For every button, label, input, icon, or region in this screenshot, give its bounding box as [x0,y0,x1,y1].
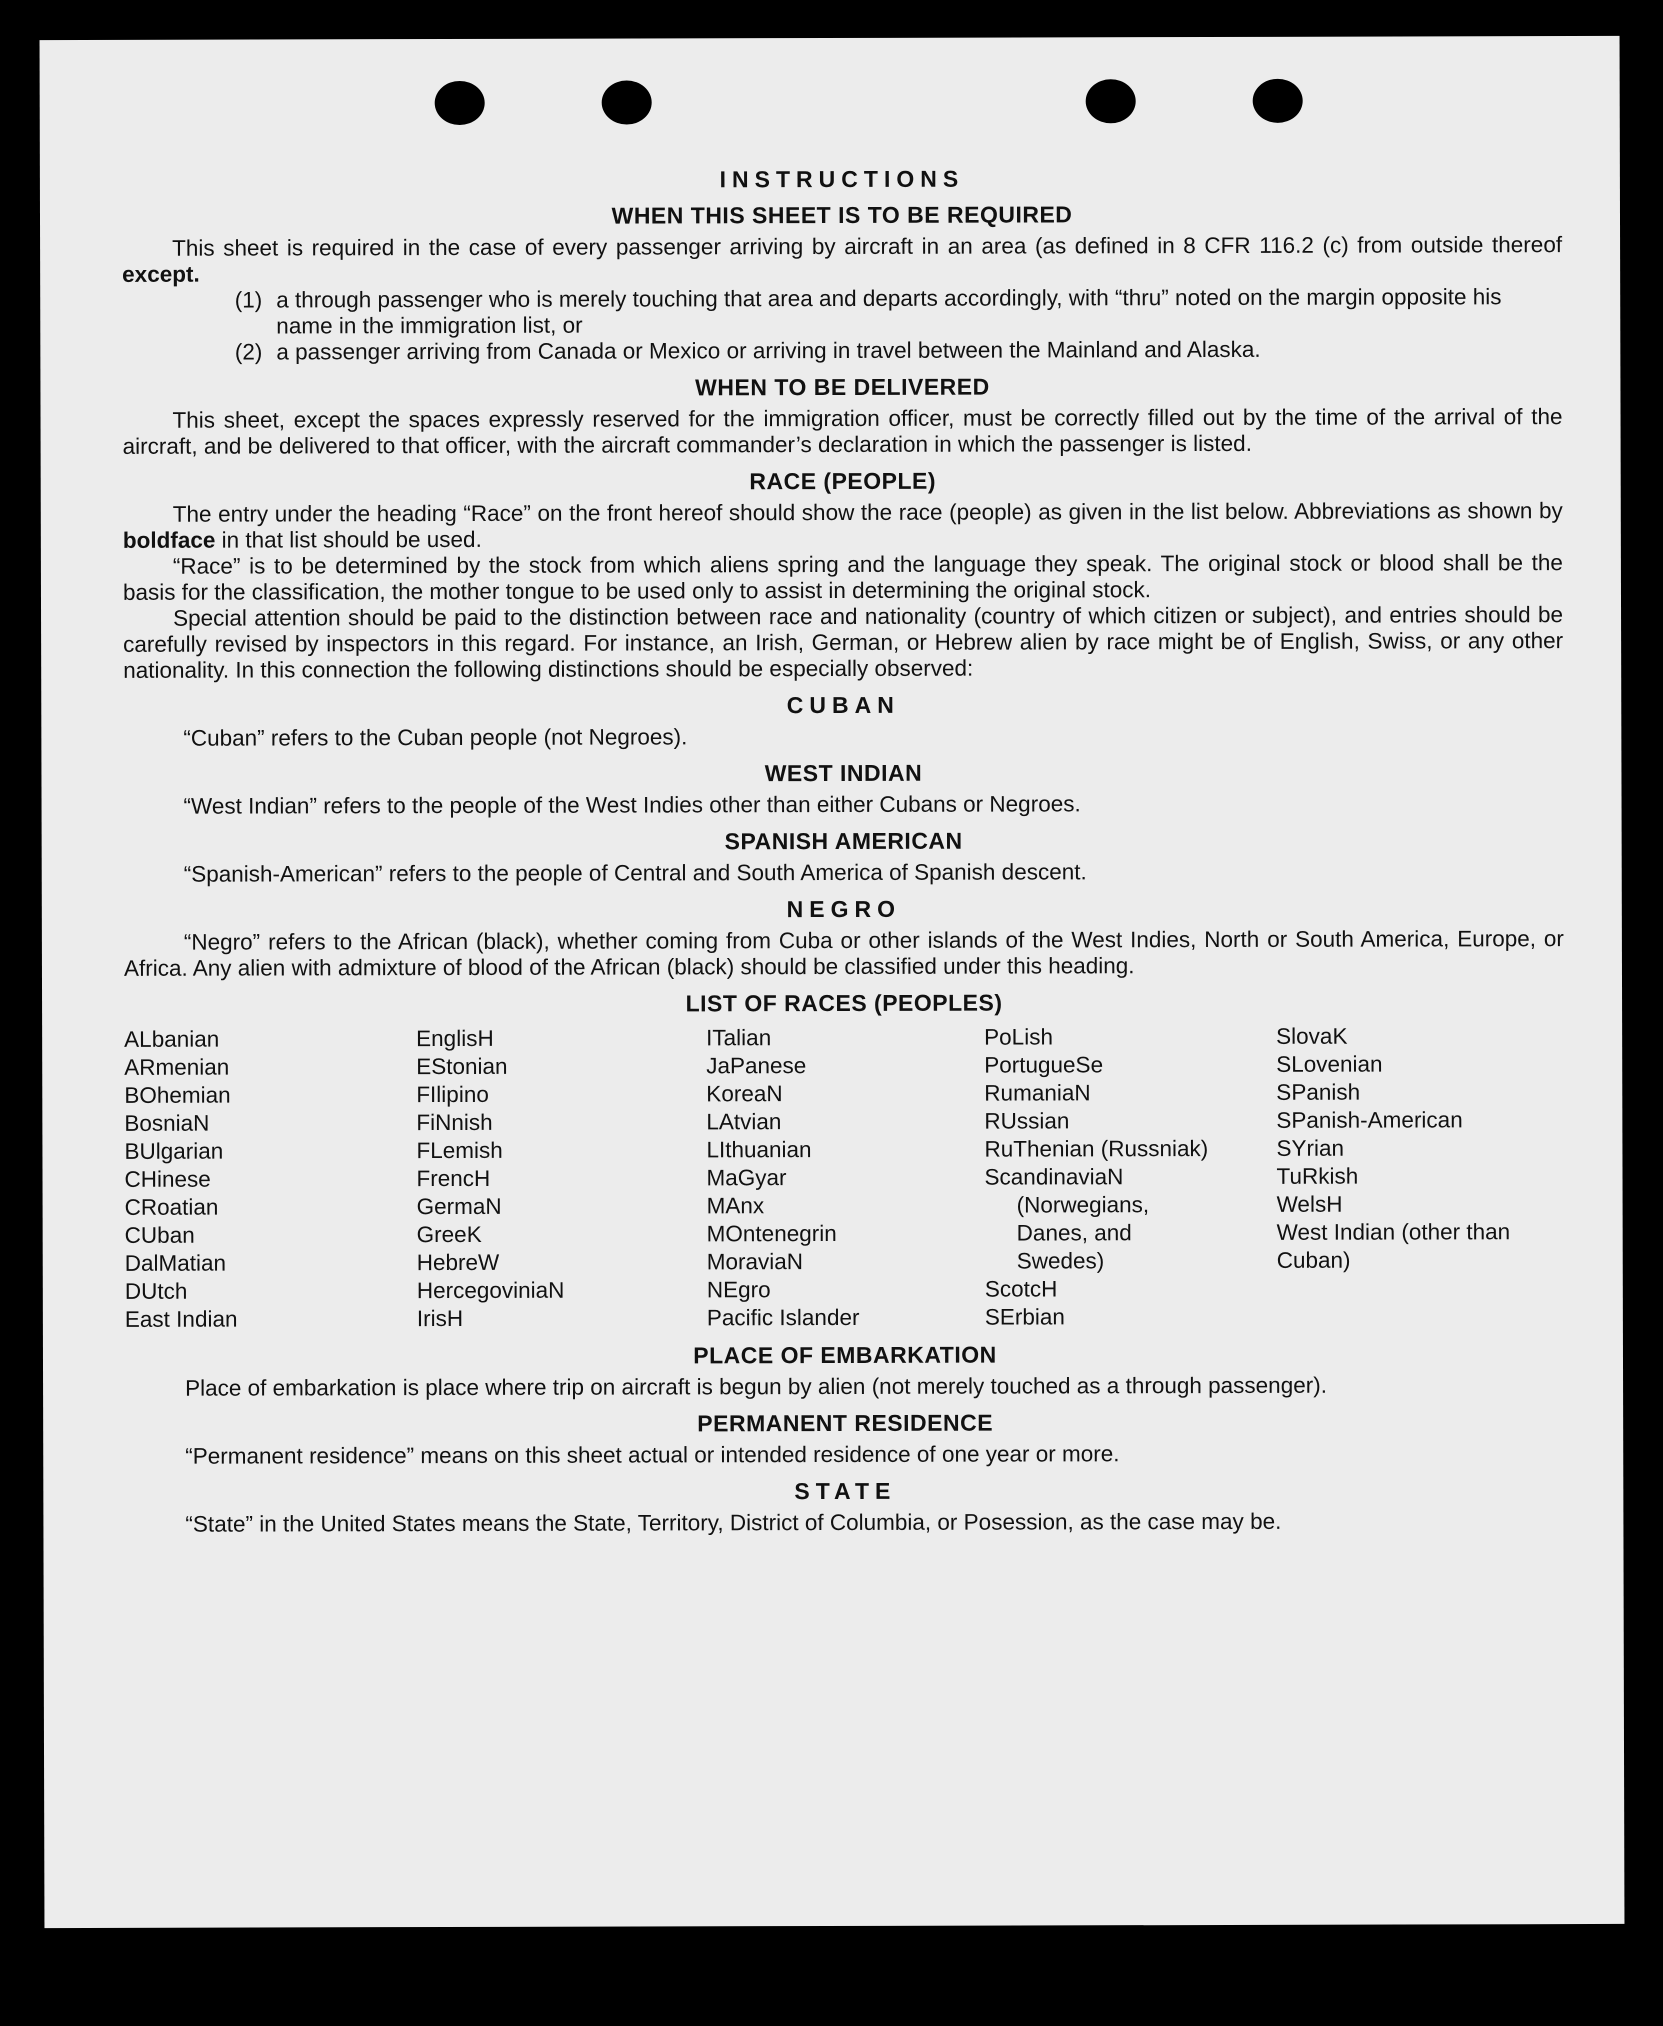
heading-negro: NEGRO [786,895,902,923]
item-number: (1) [234,287,263,313]
list-item: SPanish-American [1276,1107,1463,1133]
heading-residence: PERMANENT RESIDENCE [697,1409,994,1437]
list-item: CHinese [124,1166,211,1192]
list-item: ITalian [706,1025,772,1051]
required-except: except. [122,261,200,287]
races-list [124,1022,1565,1334]
heading-west-indian: WEST INDIAN [764,759,923,787]
races-column-3 [706,1024,985,1333]
list-item: BOhemian [124,1082,231,1108]
item-number: (2) [234,339,263,365]
list-item: FrencH [416,1165,491,1192]
item-text: a passenger arriving from Canada or Mexico or arriving in travel between the Mainland and Alaska. [276,336,1261,365]
list-item: ALbanian [124,1026,220,1052]
list-item: SErbian [984,1304,1065,1330]
list-item: Pacific Islander [706,1304,860,1331]
races-column-4 [984,1023,1277,1332]
race-p1-boldface: boldface [122,527,216,553]
list-item: ScandinaviaN [984,1164,1124,1190]
list-item: ARmenian [124,1054,230,1080]
list-item: JaPanese [706,1053,807,1079]
instructions-title: INSTRUCTIONS [719,165,965,193]
list-item: MoraviaN [706,1249,804,1275]
list-item: GreeK [416,1221,482,1248]
punch-hole [1086,79,1136,123]
race-p1-start: The entry under the heading “Race” on the front hereof should show the race (people) as given in the list below. Abbreviations as shown by [172,498,1563,527]
list-item: CRoatian [124,1194,219,1220]
heading-state: STATE [794,1477,897,1505]
list-item: East Indian [124,1306,238,1332]
list-item: EnglisH [416,1025,494,1052]
list-item: TuRkish [1276,1163,1359,1189]
punch-hole [1253,79,1303,123]
heading-embarkation: PLACE OF EMBARKATION [693,1341,997,1369]
cuban-text: “Cuban” refers to the Cuban people (not Negroes). [183,724,688,751]
list-item: SlovaK [1276,1023,1348,1049]
list-item: GermaN [416,1193,502,1220]
list-item: HercegoviniaN [416,1277,565,1304]
list-item: LAtvian [706,1109,782,1135]
races-column-1 [124,1025,417,1334]
list-item: DUtch [124,1278,188,1304]
document-sheet [40,36,1625,1928]
required-intro-text: This sheet is required in the case of every passenger arriving by aircraft in an area (as defined in 8 CFR 116.2 (c) from outside thereof [172,232,1563,261]
delivered-text: This sheet, except the spaces expressly reserved for the immigration officer, must be correctly filled out by the time of the arrival of the aircraft, and be delivered to that officer, with the aircraft commander’s declaration in which the passenger is listed. [122,404,1563,459]
race-p1-end: in that list should be used. [221,526,482,553]
heading-list-of-races: LIST OF RACES (PEOPLES) [685,989,1003,1017]
required-item-2 [122,336,1562,366]
heading-when-delivered: WHEN TO BE DELIVERED [695,373,990,401]
list-item: BUlgarian [124,1138,224,1164]
list-item: BosniaN [124,1110,210,1136]
race-paragraph-1 [123,498,1563,554]
list-item: MaGyar [706,1165,787,1191]
negro-text: “Negro” refers to the African (black), whether coming from Cuba or other islands of the West Indies, North or South America, Europe, or Africa. Any alien with admixture of blood of the African (black) should be classified under this heading. [123,926,1564,981]
list-item: WelsH [1276,1191,1343,1217]
list-item: IrisH [416,1305,464,1332]
list-item: RuThenian (Russniak) [984,1136,1209,1162]
list-item: FIlipino [416,1081,489,1108]
list-item: MAnx [706,1193,765,1219]
spanish-american-text: “Spanish-American” refers to the people of Central and South America of Spanish descent. [183,859,1087,887]
list-item: FiNnish [416,1109,493,1136]
list-item: FLemish [416,1137,503,1164]
embarkation-text: Place of embarkation is place where trip on aircraft is begun by alien (not merely touched as a through passenger). [185,1372,1327,1401]
list-item: NEgro [706,1277,771,1303]
west-indian-text: “West Indian” refers to the people of the West Indies other than either Cubans or Negroes. [183,791,1081,819]
race-paragraph-3: Special attention should be paid to the distinction between race and nationality (country of which citizen or subject), and entries should be carefully revised by inspectors in this regard. For instance, an Irish, German, or Hebrew alien by race might be of English, Swiss, or any other nationality. In this connection the following distinctions should be especially observed: [123,602,1564,683]
required-item-1 [122,284,1562,340]
punch-hole [435,81,485,125]
heading-spanish-american: SPANISH AMERICAN [724,827,963,855]
list-item: MOntenegrin [706,1220,837,1247]
list-item: SYrian [1276,1135,1345,1161]
list-item: EStonian [416,1053,508,1080]
required-intro [122,232,1562,288]
list-item: HebreW [416,1249,500,1276]
list-item: DalMatian [124,1250,227,1276]
list-item: KoreaN [706,1081,783,1107]
heading-race: RACE (PEOPLE) [749,467,937,495]
race-paragraph-2: “Race” is to be determined by the stock from which aliens spring and the language they speak. The original stock or blood shall be the basis for the classification, the mother tongue to be used only to assist in determining the original stock. [122,550,1563,605]
list-item: ScotcH [984,1276,1058,1302]
list-item: (Norwegians, Danes, and Swedes) [1016,1192,1150,1274]
item-text: a through passenger who is merely touching that area and departs accordingly, with “thru” noted on the margin opposite his name in the immigration list, or [276,284,1502,339]
list-item: SLovenian [1276,1051,1383,1077]
list-item: RUssian [984,1108,1070,1134]
state-text: “State” in the United States means the State, Territory, District of Columbia, or Posession, as the case may be. [185,1508,1282,1537]
list-item: RumaniaN [984,1080,1091,1106]
races-column-2 [416,1024,707,1333]
list-item: PortugueSe [984,1052,1104,1078]
list-item: LIthuanian [706,1137,812,1163]
list-item: West Indian (other than Cuban) [1276,1219,1511,1273]
residence-text: “Permanent residence” means on this sheet actual or intended residence of one year or more. [185,1441,1120,1469]
list-item: SPanish [1276,1079,1361,1105]
list-item: CUban [124,1222,195,1248]
list-item: PoLish [984,1024,1053,1050]
punch-hole [602,80,652,124]
heading-cuban: CUBAN [786,691,900,719]
heading-when-required: WHEN THIS SHEET IS TO BE REQUIRED [611,201,1073,229]
races-column-5 [1276,1022,1567,1331]
instructions-content [122,164,1566,1538]
